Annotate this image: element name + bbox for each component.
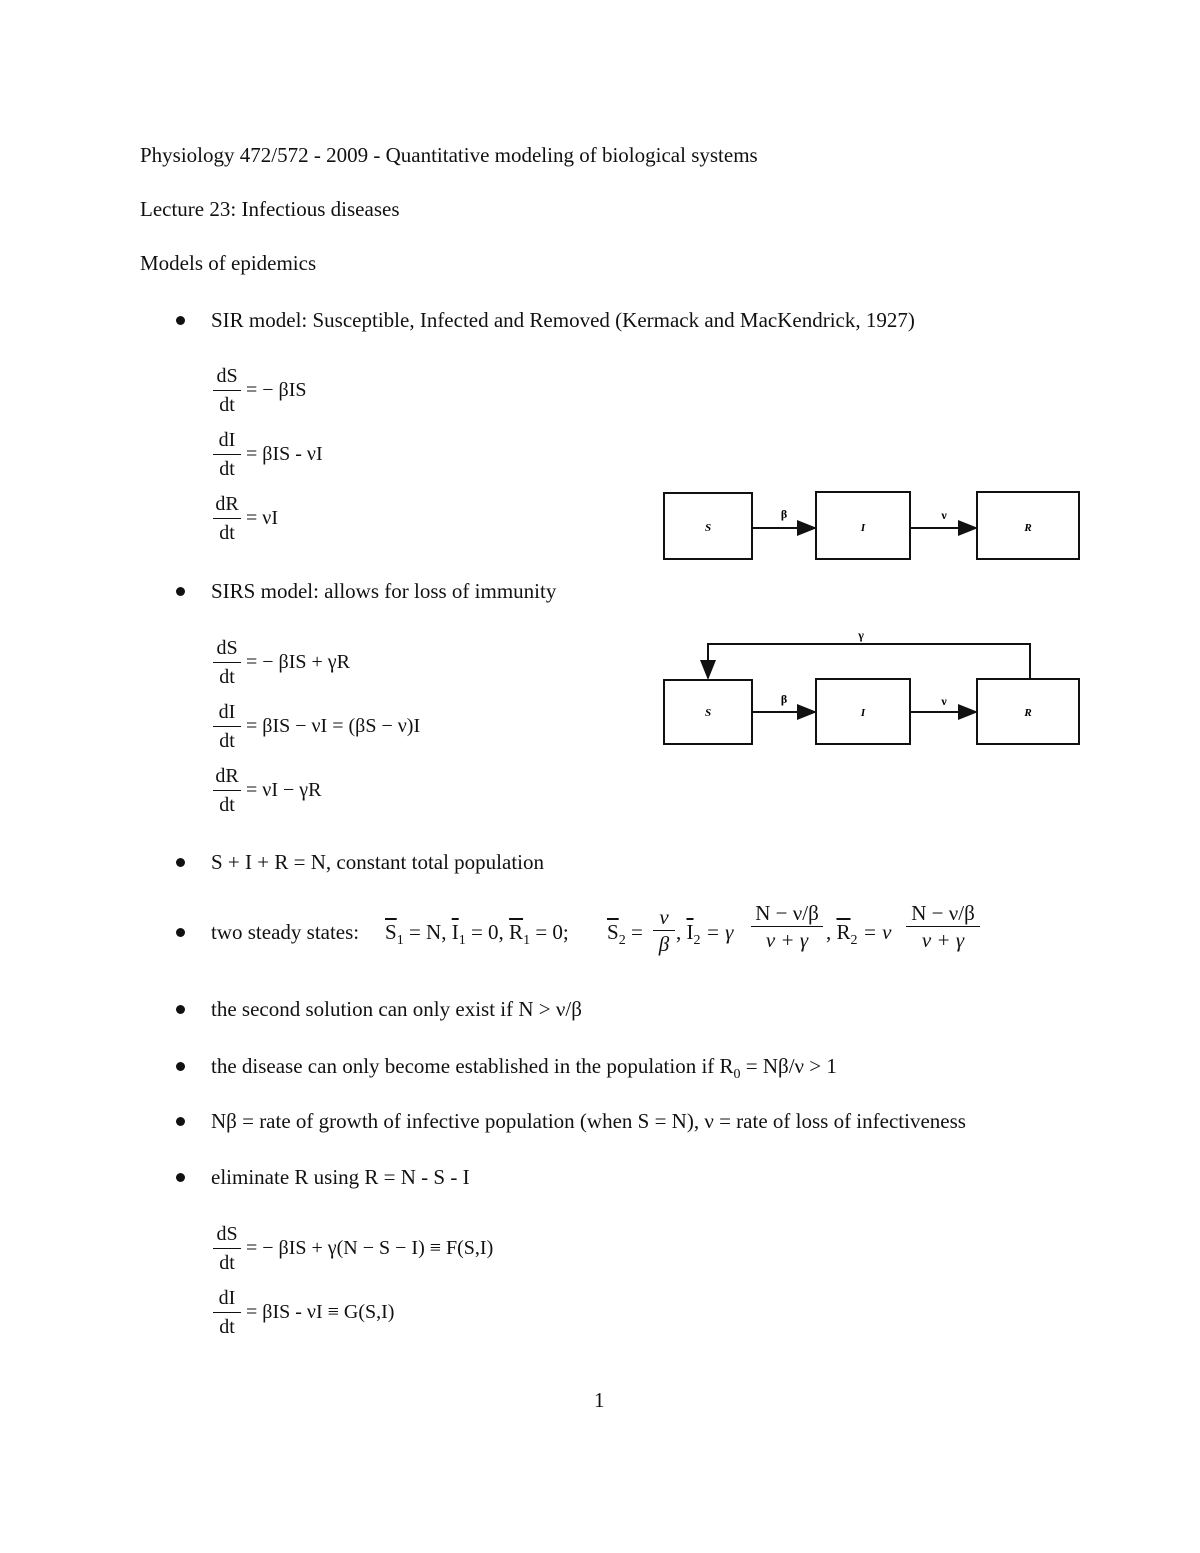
fraction-denominator: dt — [219, 522, 235, 544]
bullet-dot-conservation — [176, 858, 185, 867]
bullet-dot-exist — [176, 1005, 185, 1014]
arrow-beta-label: β — [780, 692, 788, 706]
page-number: 1 — [594, 1388, 605, 1412]
equation-rhs: = νI − γR — [246, 779, 322, 801]
steady-label: two steady states: — [211, 920, 360, 944]
fraction-numerator: dS — [216, 637, 238, 659]
equation-rhs: = βIS - νI — [246, 443, 323, 465]
steady-i2: , $\overline{I}_2 = \gamma$ — [676, 920, 734, 949]
steady-i2-fraction: N − ν/β ν + γ — [751, 900, 823, 953]
fraction-denominator: dt — [219, 1316, 235, 1338]
fraction-denominator: dt — [219, 458, 235, 480]
bullet-eliminate: eliminate R using R = N - S - I — [211, 1165, 470, 1189]
course-title: Physiology 472/572 - 2009 - Quantitative modeling of biological systems — [140, 143, 758, 167]
fraction-denominator: dt — [219, 666, 235, 688]
box-i-label: I — [860, 522, 866, 534]
arrow-r-to-s — [708, 644, 1030, 679]
steady-s2-fraction: ν β — [653, 904, 675, 957]
bullet-dot-r0 — [176, 1062, 185, 1071]
box-r-label: R — [1024, 707, 1032, 719]
section-heading: Models of epidemics — [140, 251, 317, 275]
sirs-diagram — [660, 628, 1084, 750]
fraction-numerator: dI — [218, 429, 236, 451]
equation-rhs: = − βIS — [246, 379, 307, 401]
equation-rhs: = νI — [246, 507, 278, 529]
bullet-dot-sirs — [176, 587, 185, 596]
box-s-label: S — [704, 707, 712, 719]
fraction-numerator: dR — [215, 493, 239, 515]
equation-rhs: = − βIS + γ(N − S − I) ≡ F(S,I) — [246, 1237, 494, 1259]
arrow-nu-label: ν — [941, 508, 947, 522]
equation-rhs: = βIS - νI ≡ G(S,I) — [246, 1301, 395, 1323]
fraction-numerator: dR — [215, 765, 239, 787]
sir-diagram — [660, 488, 1084, 564]
box-i-label: I — [860, 707, 866, 719]
steady-r2: , $\overline{R}_2 = \nu$ — [826, 920, 892, 949]
bullet-exist: the second solution can only exist if N > ν/β — [211, 997, 582, 1021]
box-s-label: S — [704, 522, 712, 534]
arrow-beta-label: β — [780, 507, 788, 521]
bullet-r0: the disease can only become established in the population if $R_0 = N\beta/\nu > 1$ — [211, 1054, 837, 1083]
bullet-dot-eliminate — [176, 1173, 185, 1182]
fraction-denominator: dt — [219, 394, 235, 416]
bullet-steady-states — [211, 900, 1011, 970]
fraction-numerator: dS — [216, 1223, 238, 1245]
bullet-sir: SIR model: Susceptible, Infected and Removed (Kermack and MacKendrick, 1927) — [211, 308, 915, 332]
bullet-growth: Nβ = rate of growth of infective population (when S = N), ν = rate of loss of infectiveness — [211, 1109, 966, 1133]
steady-r2-fraction: N − ν/β ν + γ — [906, 900, 980, 953]
equation-rhs: = βIS − νI = (βS − ν)I — [246, 715, 421, 737]
bullet-dot-steady — [176, 928, 185, 937]
steady-s1: $\overline{S}_1 = N$, $\overline{I}_1 = 0$, $\overline{R}_1 = 0$; — [385, 920, 569, 949]
box-r-label: R — [1024, 522, 1032, 534]
arrow-gamma-label: γ — [858, 628, 864, 642]
fraction-numerator: dI — [218, 1287, 236, 1309]
arrow-nu-label: ν — [941, 694, 947, 708]
bullet-conservation: S + I + R = N, constant total population — [211, 850, 545, 874]
bullet-dot-sir — [176, 316, 185, 325]
bullet-sirs: SIRS model: allows for loss of immunity — [211, 579, 557, 603]
steady-s2: $\overline{S}_2$ = — [607, 920, 643, 949]
fraction-numerator: dS — [216, 365, 238, 387]
bullet-dot-growth — [176, 1117, 185, 1126]
fraction-denominator: dt — [219, 730, 235, 752]
equation-rhs: = − βIS + γR — [246, 651, 350, 673]
lecture-title: Lecture 23: Infectious diseases — [140, 197, 400, 221]
fraction-denominator: dt — [219, 1252, 235, 1274]
fraction-numerator: dI — [218, 701, 236, 723]
fraction-denominator: dt — [219, 794, 235, 816]
